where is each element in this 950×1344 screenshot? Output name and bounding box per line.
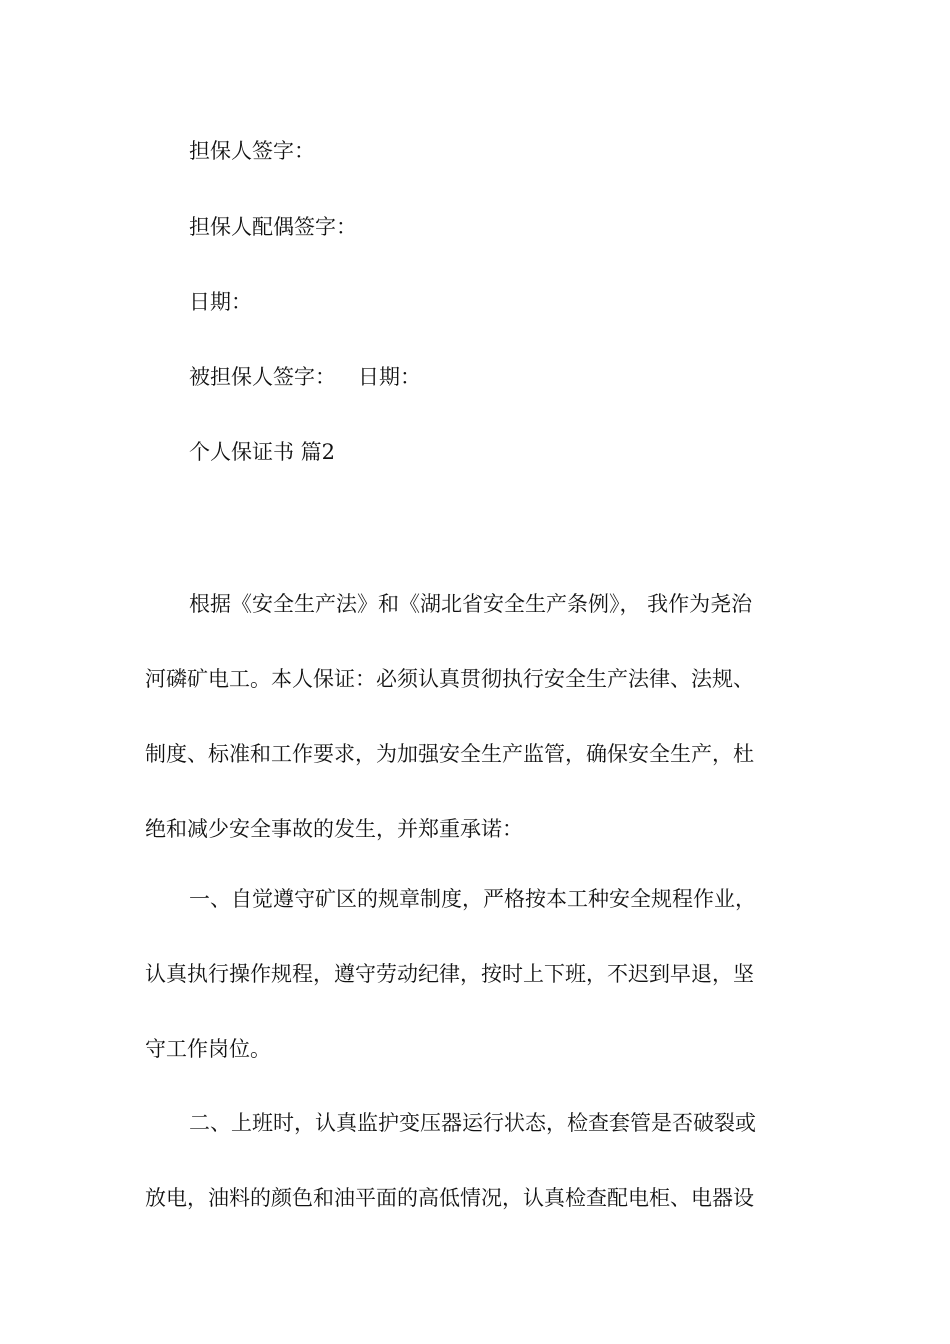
- guaranteed-signature-line: [189, 362, 854, 392]
- paragraph-intro-line-4: 绝和减少安全事故的发生，并郑重承诺：: [145, 817, 523, 841]
- guarantor-spouse-signature-label: 担保人配偶签字：: [189, 215, 357, 239]
- guaranteed-date-label: 日期：: [358, 365, 421, 389]
- paragraph-item1-line-2: 认真执行操作规程，遵守劳动纪律，按时上下班，不迟到早退，坚: [145, 962, 754, 986]
- paragraph-item1-line-1: 一、自觉遵守矿区的规章制度，严格按本工种安全规程作业，: [189, 887, 756, 911]
- guarantor-signature-label: 担保人签字：: [189, 139, 315, 163]
- paragraph-intro-line-3: 制度、标准和工作要求，为加强安全生产监管，确保安全生产，杜: [145, 742, 754, 766]
- paragraph-intro-line-1: 根据《安全生产法》和《湖北省安全生产条例》， 我作为尧治: [189, 592, 753, 616]
- section-title: 个人保证书 篇2: [189, 440, 336, 464]
- paragraph-intro-line-2: 河磷矿电工。本人保证：必须认真贯彻执行安全生产法律、法规、: [145, 667, 754, 691]
- paragraph-item2-line-1: 二、上班时，认真监护变压器运行状态，检查套管是否破裂或: [189, 1111, 756, 1135]
- guaranteed-signature-label: 被担保人签字：: [189, 365, 336, 389]
- paragraph-item2-line-2: 放电，油料的颜色和油平面的高低情况，认真检查配电柜、电器设: [145, 1186, 754, 1210]
- date-label: 日期：: [189, 290, 252, 314]
- paragraph-item1-line-3: 守工作岗位。: [145, 1037, 271, 1061]
